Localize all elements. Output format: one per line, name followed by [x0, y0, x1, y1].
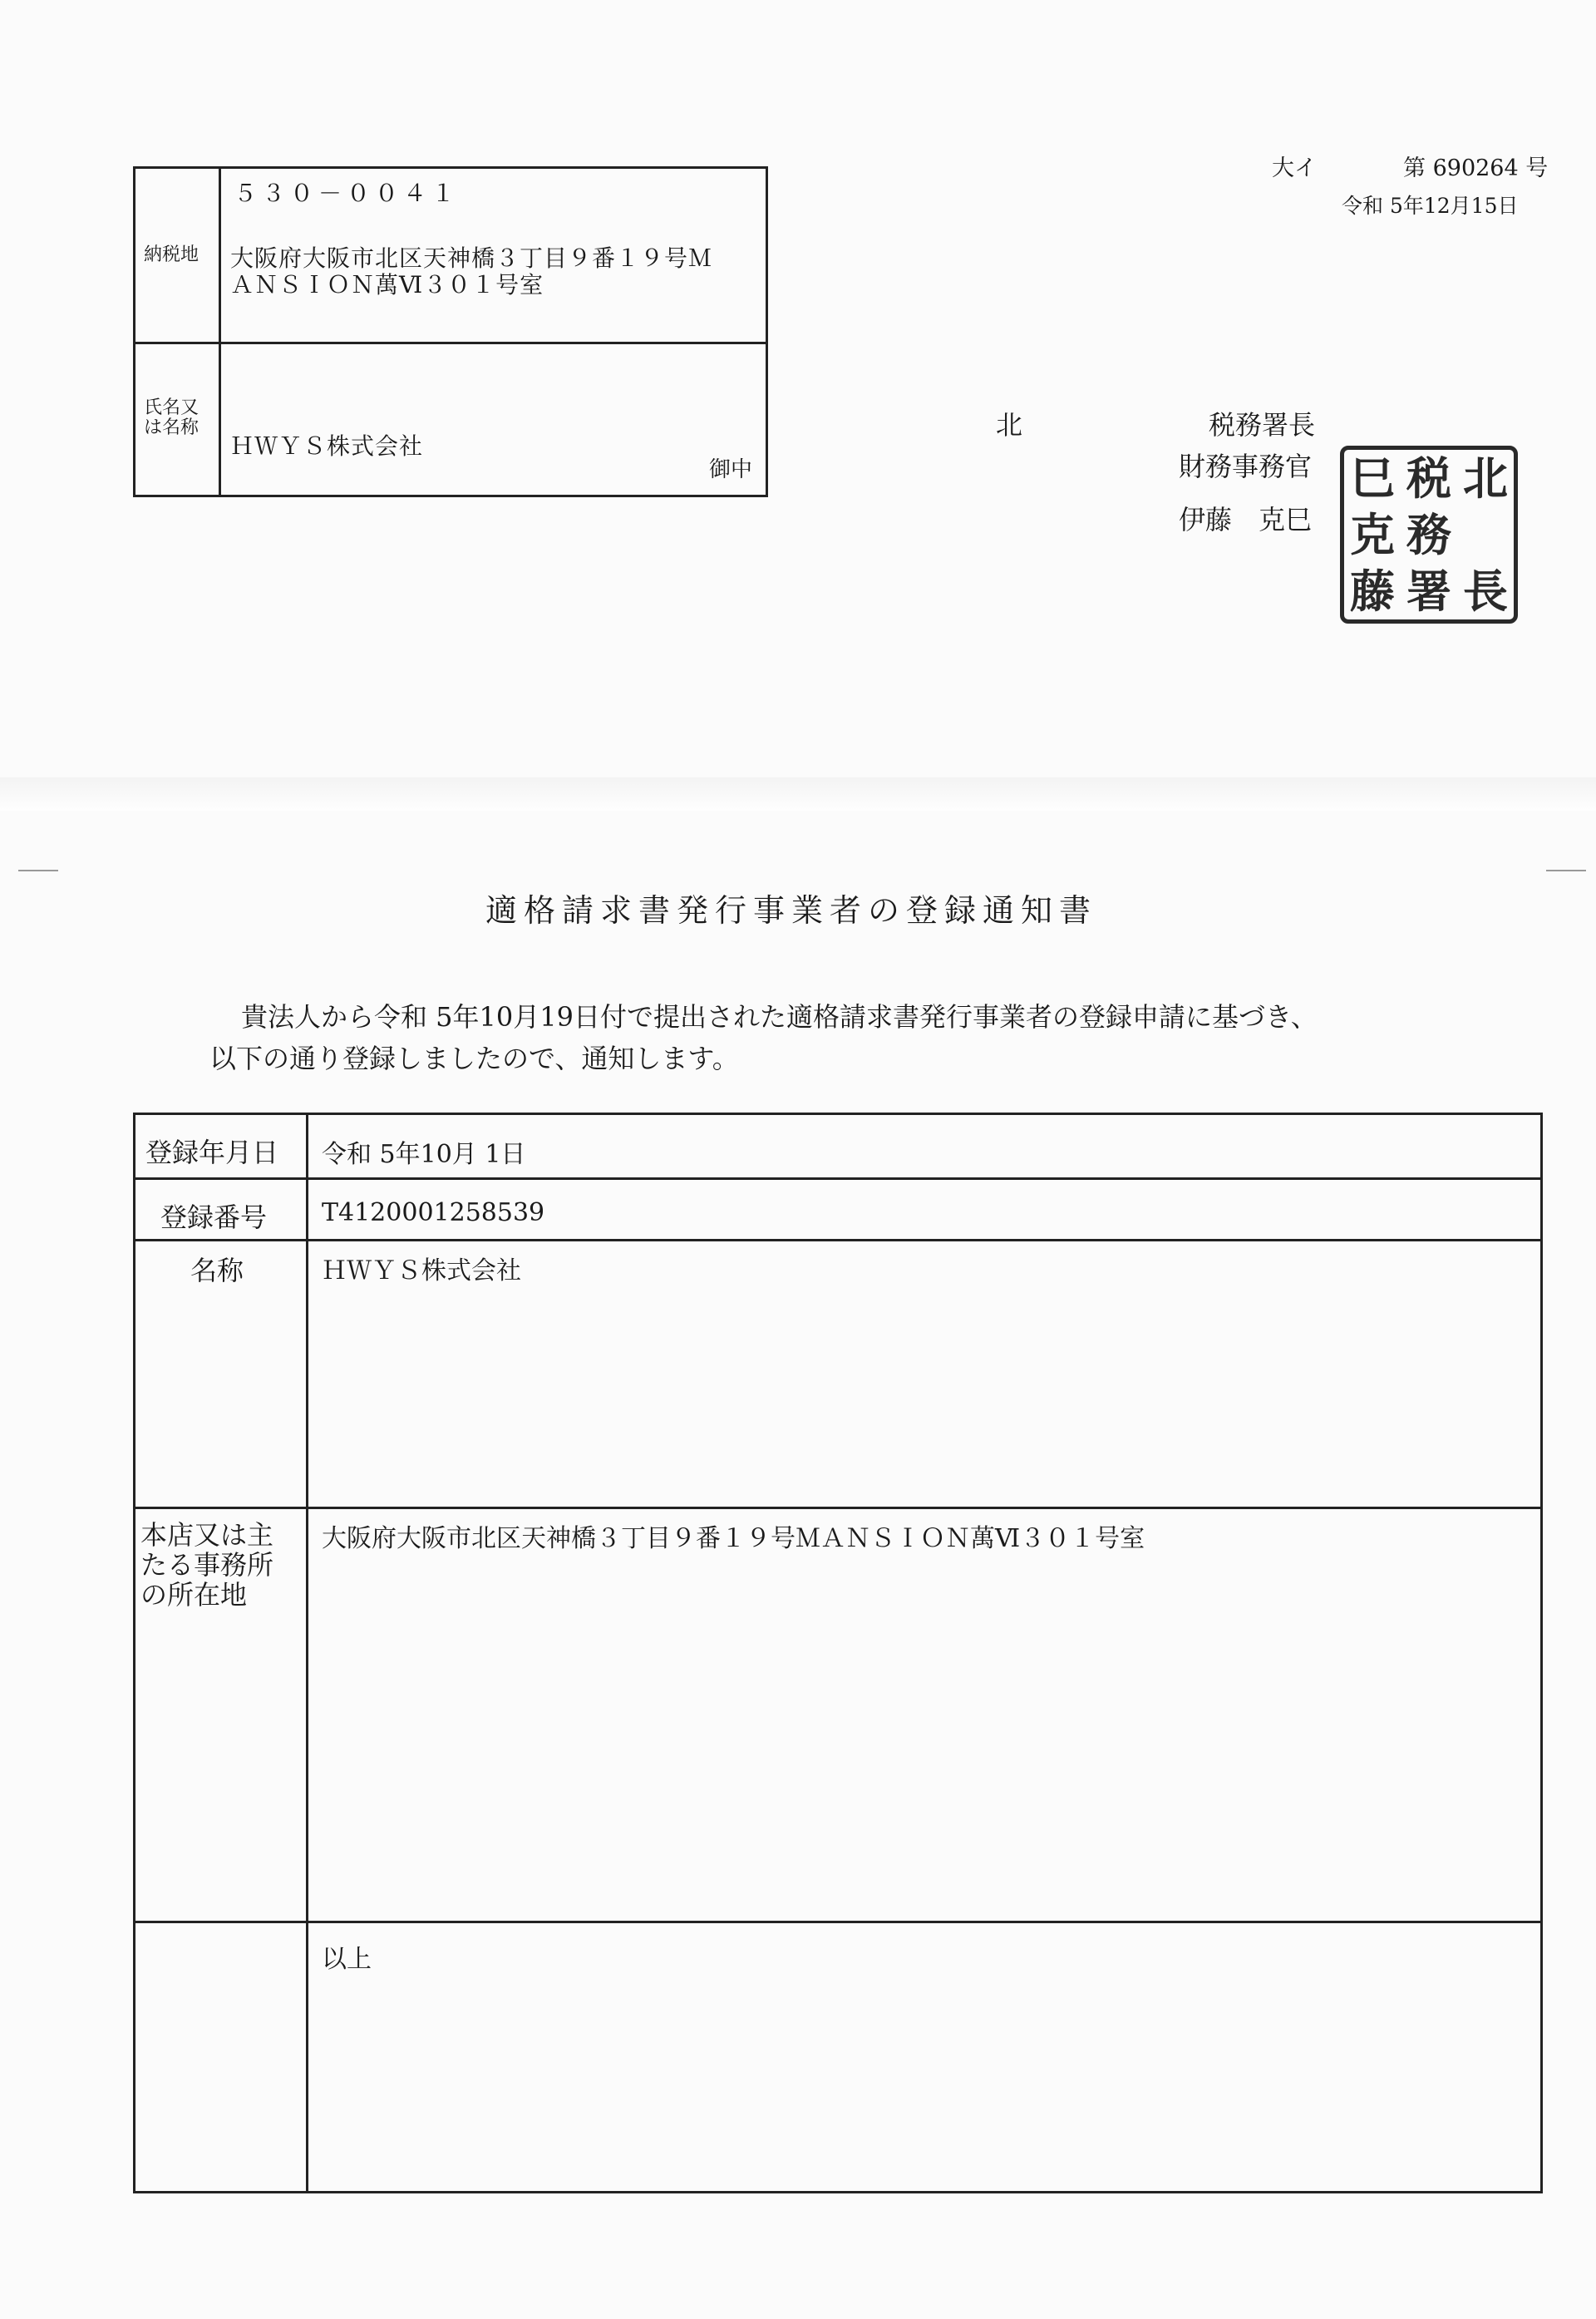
- address-box-divider: [219, 169, 221, 495]
- table-row: [135, 1180, 1540, 1241]
- issuer-title-1: 税務署長: [1209, 409, 1316, 441]
- location-label-line-3: の所在地: [140, 1579, 248, 1611]
- reg-date-value: 令和 5年10月 1日: [322, 1140, 526, 1169]
- table-row: [135, 1509, 1540, 1923]
- body-line-1: 貴法人から令和 5年10月19日付で提出された適格請求書発行事業者の登録申請に基づき、: [241, 1001, 1318, 1033]
- honorific: 御中: [709, 457, 753, 482]
- issuer-office: 北: [996, 409, 1023, 441]
- seal-char: 署: [1406, 565, 1451, 618]
- fold-mark-right: [1546, 870, 1586, 871]
- name-label: [135, 1241, 308, 1507]
- address-line-2: ＡＮＳＩＯＮ萬Ⅵ３０１号室: [230, 271, 544, 299]
- document-title: 適格請求書発行事業者の登録通知書: [485, 892, 1098, 929]
- seal-char: 藤: [1350, 565, 1395, 618]
- reg-number-label-text: 登録番号: [160, 1201, 268, 1233]
- location-value: 大阪府大阪市北区天神橋３丁目９番１９号ＭＡＮＳＩＯＮ萬Ⅵ３０１号室: [322, 1524, 1145, 1553]
- name-label-text: 名称: [190, 1255, 244, 1286]
- official-seal: [1340, 446, 1518, 624]
- table-row: [135, 1923, 1540, 2191]
- table-row: [135, 1241, 1540, 1509]
- name-label-line-2: は名称: [144, 417, 200, 438]
- paper-fold: [0, 777, 1596, 811]
- seal-char: 税: [1406, 451, 1451, 505]
- table-row: [135, 1115, 1540, 1180]
- seal-char: 長: [1463, 565, 1508, 618]
- issuer-name: 伊藤 克巳: [1179, 504, 1313, 535]
- closing-text: 以上: [322, 1945, 372, 1974]
- location-label-line-1: 本店又は主: [140, 1519, 274, 1551]
- office-code: 大イ: [1272, 155, 1317, 181]
- location-label-line-2: たる事務所: [140, 1549, 274, 1581]
- recipient-address-box: [133, 166, 768, 497]
- name-label-line-1: 氏名又: [144, 397, 200, 418]
- seal-char: 巳: [1350, 451, 1395, 505]
- location-label: [135, 1509, 308, 1921]
- address-box-divider: [135, 342, 766, 344]
- reg-number-label: [135, 1180, 308, 1239]
- reg-date-label: [135, 1115, 308, 1177]
- empty-label-cell: [135, 1923, 308, 2191]
- postal-code: ５３０－００４１: [234, 180, 461, 207]
- document-number: 第 690264 号: [1403, 155, 1549, 181]
- fold-mark-left: [18, 870, 58, 871]
- tax-place-label: 納税地: [144, 244, 200, 265]
- issue-date: 令和 5年12月15日: [1342, 194, 1519, 218]
- recipient-name: ＨＷＹＳ株式会社: [230, 432, 424, 460]
- name-value: ＨＷＹＳ株式会社: [322, 1256, 521, 1285]
- seal-char: 克: [1350, 508, 1395, 561]
- body-line-2: 以下の通り登録しましたので、通知します。: [209, 1043, 739, 1074]
- address-line-1: 大阪府大阪市北区天神橋３丁目９番１９号Ｍ: [230, 244, 713, 272]
- seal-char: 務: [1406, 508, 1451, 561]
- registration-table: [133, 1113, 1543, 2193]
- issuer-title-2: 財務事務官: [1179, 451, 1313, 482]
- reg-number-value: T4120001258539: [322, 1198, 545, 1227]
- reg-date-label-text: 登録年月日: [145, 1137, 279, 1168]
- seal-char: 北: [1463, 451, 1508, 505]
